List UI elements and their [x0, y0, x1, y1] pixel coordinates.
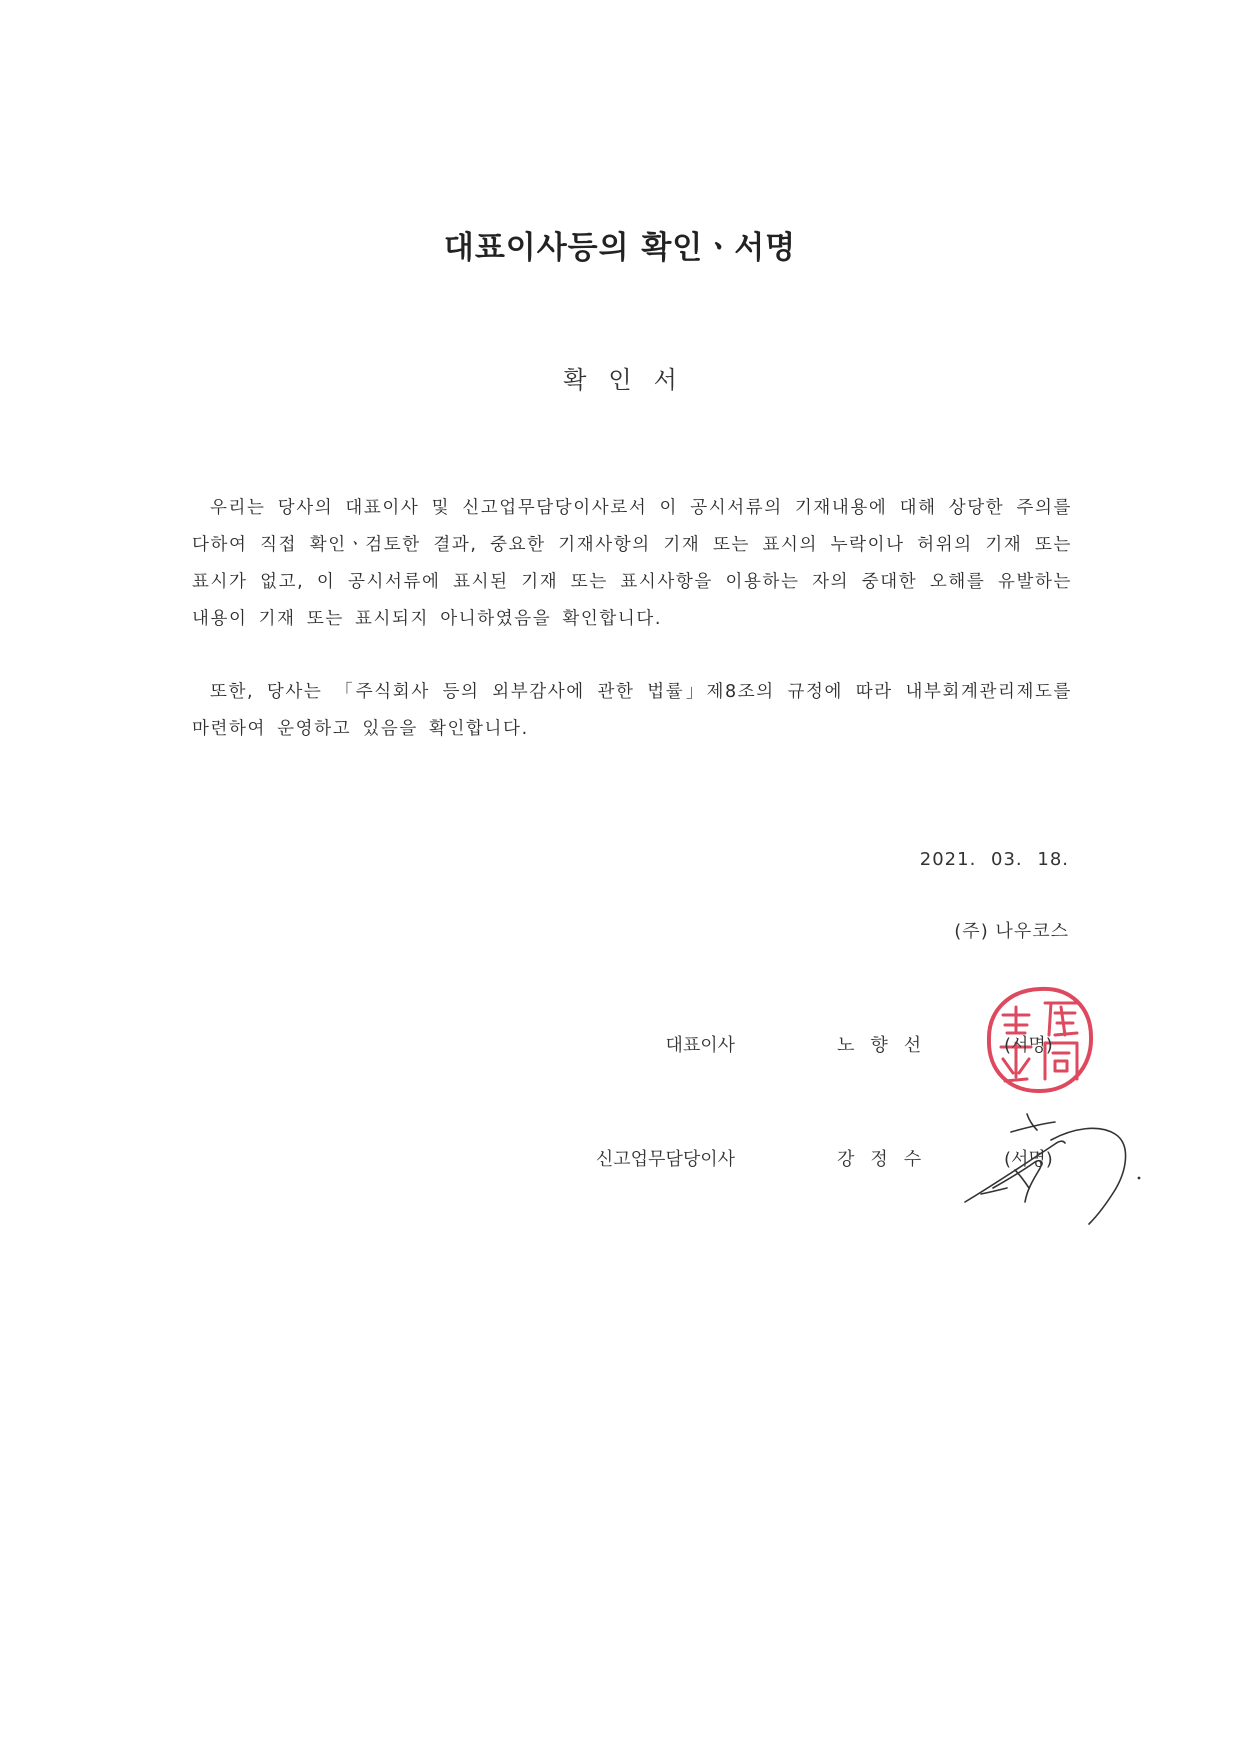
signatory-name: 강정수 [837, 1149, 938, 1170]
body-paragraph-2: 또한, 당사는 「주식회사 등의 외부감사에 관한 법률」제8조의 규정에 따라 내부회계관리제도를 마련하여 운영하고 있음을 확인합니다. [192, 681, 1072, 739]
signatory-role: 신고업무담당이사 [595, 1149, 735, 1170]
signatory-role: 대표이사 [665, 1035, 735, 1056]
document-subtitle: 확인서 [563, 366, 699, 394]
signatory-name: 노향선 [837, 1035, 938, 1056]
signature-label: (서명) [1004, 1035, 1053, 1056]
body-paragraph-1: 우리는 당사의 대표이사 및 신고업무담당이사로서 이 공시서류의 기재내용에 대해 상당한 주의를 다하여 직접 확인ㆍ검토한 결과, 중요한 기재사항의 기재 또는 표시의 누락이나 허위의 기재 또는 표시가 없고, 이 공시서류에 표시된 기재 또는 표시사항을 이용하는 자의 중대한 오해를 유발하는 내용이 기재 또는 표시되지 아니하였음을 확인합니다. [192, 497, 1072, 629]
handwritten-signature-icon [955, 1110, 1155, 1230]
document-date: 2021. 03. 18. [919, 849, 1069, 870]
company-name: (주) 나우코스 [954, 921, 1069, 942]
document-title: 대표이사등의 확인ㆍ서명 [443, 230, 797, 266]
signature-label: (서명) [1004, 1149, 1053, 1170]
